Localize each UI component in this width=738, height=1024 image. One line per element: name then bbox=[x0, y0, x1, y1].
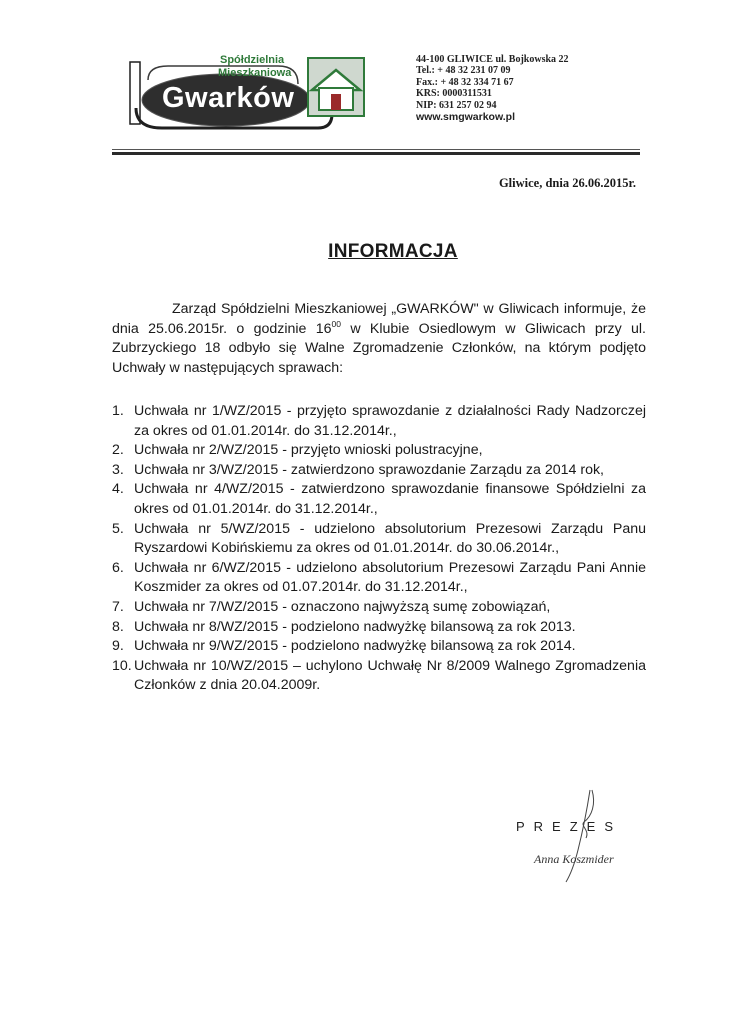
resolution-number: 3. bbox=[112, 461, 124, 478]
contact-krs: KRS: 0000311531 bbox=[416, 88, 492, 100]
resolution-item bbox=[112, 520, 646, 559]
resolution-text: Uchwała nr 5/WZ/2015 - udzielono absolutorium Prezesowi Zarządu Panu Ryszardowi Kobińskiemu za okres od 01.01.2014r. do 30.06.2014r., bbox=[134, 520, 646, 557]
resolution-number: 4. bbox=[112, 481, 124, 498]
logo-line1: Spółdzielnia bbox=[220, 54, 285, 66]
resolution-number: 9. bbox=[112, 638, 124, 655]
intro-text-part2: w Klubie Osiedlowym w Gliwicach przy ul. Zubrzyckiego 18 odbyło się Walne Zgromadzenie Członków, na którym podjęto Uchwały w następujących sprawach: bbox=[112, 320, 646, 376]
resolution-item bbox=[112, 461, 646, 481]
resolution-item bbox=[112, 559, 646, 598]
header-divider-thin bbox=[112, 149, 640, 150]
resolution-number: 1. bbox=[112, 403, 124, 419]
signature-scrawl bbox=[556, 786, 606, 886]
contact-website[interactable]: www.smgwarkow.pl bbox=[416, 111, 515, 124]
header-divider-thick bbox=[112, 152, 640, 155]
resolution-number: 10. bbox=[112, 657, 132, 674]
contact-block bbox=[416, 54, 569, 123]
resolution-text: Uchwała nr 4/WZ/2015 - zatwierdzono sprawozdanie finansowe Spółdzielni za okres od 01.01.2014r. do 31.12.2014r., bbox=[134, 481, 646, 517]
resolution-number: 5. bbox=[112, 520, 124, 537]
resolution-text: Uchwała nr 6/WZ/2015 - udzielono absolutorium Prezesowi Zarządu Pani Annie Koszmider za okres od 01.07.2014r. do 31.12.2014r., bbox=[134, 559, 646, 596]
resolution-number: 6. bbox=[112, 559, 124, 576]
resolution-text: Uchwała nr 2/WZ/2015 - przyjęto wnioski polustracyjne, bbox=[134, 442, 483, 459]
resolution-item bbox=[112, 657, 646, 696]
intro-paragraph bbox=[112, 300, 646, 378]
resolution-text: Uchwała nr 10/WZ/2015 – uchylono Uchwałę Nr 8/2009 Walnego Zgromadzenia Członków z dnia 20.04.2009r. bbox=[134, 657, 646, 694]
resolution-item bbox=[112, 598, 646, 618]
resolution-item bbox=[112, 441, 646, 461]
resolution-item bbox=[112, 637, 646, 657]
house-icon bbox=[308, 58, 364, 116]
logo-brand: Gwarków bbox=[162, 82, 295, 114]
intro-text-part1: Zarząd Spółdzielni Mieszkaniowej „GWARKÓW" w Gliwicach informuje, że dnia 25.06.2015r. o godzinie 16 bbox=[112, 301, 646, 337]
company-logo bbox=[128, 44, 378, 136]
resolution-number: 2. bbox=[112, 442, 124, 459]
resolution-text: Uchwała nr 8/WZ/2015 - podzielono nadwyżkę bilansową za rok 2013. bbox=[134, 618, 576, 635]
signature-label: PREZES bbox=[516, 819, 623, 834]
contact-nip: NIP: 631 257 02 94 bbox=[416, 99, 497, 111]
contact-fax: Fax.: + 48 32 334 71 67 bbox=[416, 76, 514, 88]
contact-address: 44-100 GLIWICE ul. Bojkowska 22 bbox=[416, 54, 569, 65]
document-title: INFORMACJA bbox=[328, 241, 458, 262]
signature-name: Anna Koszmider bbox=[534, 852, 614, 866]
place-date: Gliwice, dnia 26.06.2015r. bbox=[498, 176, 636, 190]
intro-time-superscript: 00 bbox=[331, 318, 342, 329]
resolutions-list bbox=[112, 402, 646, 696]
resolution-number: 7. bbox=[112, 598, 124, 615]
resolution-text: Uchwała nr 7/WZ/2015 - oznaczono najwyższą sumę zobowiązań, bbox=[134, 598, 551, 615]
resolution-item bbox=[112, 618, 646, 638]
logo-line2: Mieszkaniowa bbox=[218, 67, 292, 79]
contact-phone: Tel.: + 48 32 231 07 09 bbox=[416, 65, 511, 77]
resolution-text: Uchwała nr 3/WZ/2015 - zatwierdzono sprawozdanie Zarządu za 2014 rok, bbox=[134, 461, 604, 478]
resolution-number: 8. bbox=[112, 618, 124, 635]
resolution-item bbox=[112, 480, 646, 519]
resolution-text: Uchwała nr 9/WZ/2015 - podzielono nadwyżkę bilansową za rok 2014. bbox=[134, 638, 576, 655]
resolution-text: Uchwała nr 1/WZ/2015 - przyjęto sprawozdanie z działalności Rady Nadzorczej za okres od 01.01.2014r. do 31.12.2014r., bbox=[134, 403, 646, 439]
resolution-item bbox=[112, 402, 646, 441]
